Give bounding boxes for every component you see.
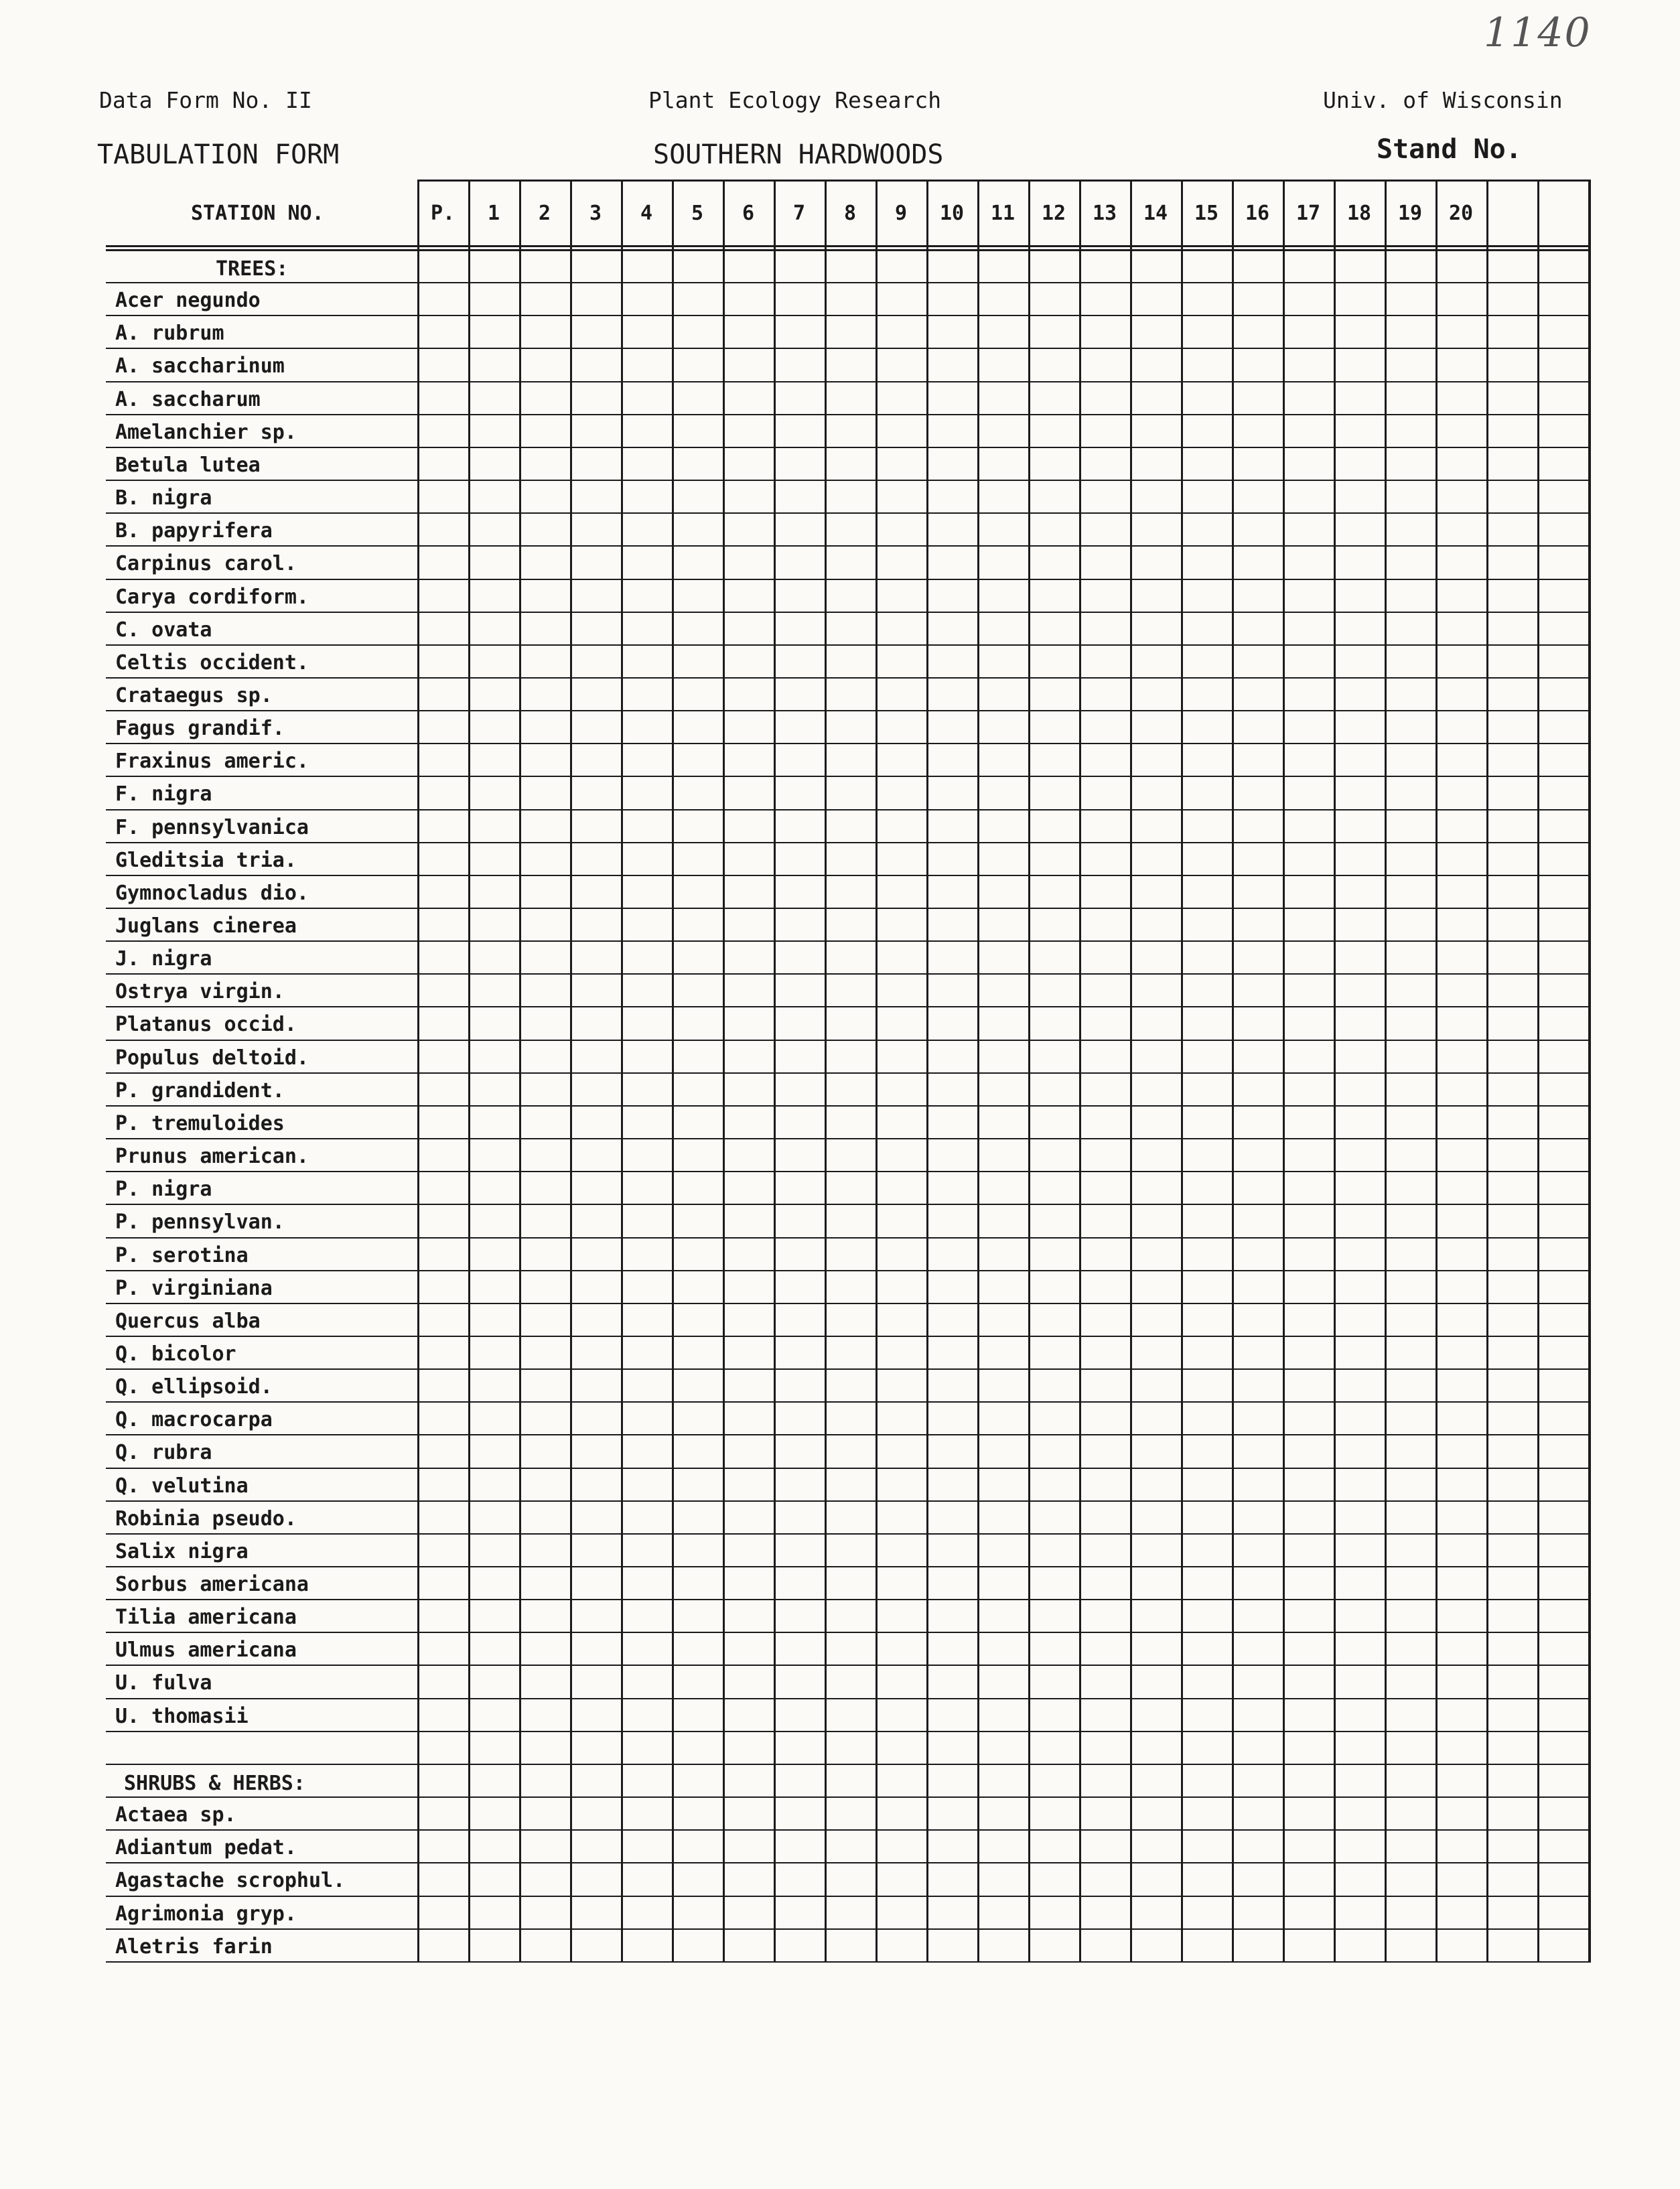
species-label: Robinia pseudo. [115, 1506, 297, 1531]
species-label: C. ovata [115, 618, 212, 642]
row-divider [106, 1566, 1591, 1567]
row-divider [106, 381, 1591, 382]
column-header: 2 [538, 202, 551, 225]
row-divider [106, 1204, 1591, 1205]
row-divider [106, 809, 1591, 810]
row-divider [106, 612, 1591, 613]
species-label: Q. velutina [115, 1474, 249, 1498]
species-label: A. rubrum [115, 322, 224, 346]
university-name: Univ. of Wisconsin [1323, 87, 1563, 113]
species-label: Gymnocladus dio. [115, 881, 309, 905]
species-label: Fraxinus americ. [115, 750, 309, 774]
species-label: P. virginiana [115, 1276, 273, 1300]
species-label: U. thomasii [115, 1704, 249, 1728]
species-label: Salix nigra [115, 1539, 249, 1563]
species-label: Actaea sp. [115, 1803, 236, 1827]
trees-section-label: TREES: [216, 257, 289, 281]
row-divider [106, 282, 1591, 283]
row-divider [106, 1599, 1591, 1600]
row-divider [106, 940, 1591, 942]
row-divider [106, 480, 1591, 481]
row-divider [106, 1500, 1591, 1502]
shrubs-section-label: SHRUBS & HERBS: [124, 1771, 305, 1795]
column-header: 17 [1296, 202, 1321, 225]
row-divider [106, 875, 1591, 876]
row-divider [106, 1040, 1591, 1041]
species-label: B. nigra [115, 486, 212, 510]
row-divider [106, 1731, 1591, 1732]
row-divider [106, 1862, 1591, 1863]
row-divider [106, 447, 1591, 448]
column-header: 4 [640, 202, 653, 225]
species-label: Carya cordiform. [115, 585, 309, 609]
row-divider [106, 512, 1591, 514]
row-divider [106, 348, 1591, 349]
column-header: 13 [1092, 202, 1117, 225]
row-divider [106, 1171, 1591, 1172]
species-label: Amelanchier sp. [115, 420, 297, 444]
column-header: 9 [894, 202, 908, 225]
species-label: F. nigra [115, 782, 212, 806]
row-divider [106, 1434, 1591, 1435]
column-header: P. [430, 202, 456, 225]
species-label: U. fulva [115, 1671, 212, 1695]
column-header: 11 [990, 202, 1016, 225]
column-header: 8 [843, 202, 857, 225]
species-label: Tilia americana [115, 1606, 297, 1630]
species-label: P. serotina [115, 1243, 249, 1267]
column-header: 7 [792, 202, 806, 225]
column-header: 15 [1194, 202, 1219, 225]
row-divider [106, 1829, 1591, 1831]
species-label: Adiantum pedat. [115, 1836, 297, 1860]
row-divider [106, 1303, 1591, 1304]
row-divider [106, 579, 1591, 580]
station-number-label: STATION NO. [191, 202, 324, 225]
row-divider [106, 1237, 1591, 1239]
species-label: P. tremuloides [115, 1111, 285, 1135]
column-header: 14 [1143, 202, 1168, 225]
species-label: Agastache scrophul. [115, 1869, 346, 1893]
species-label: P. nigra [115, 1178, 212, 1202]
header-rule [106, 249, 1591, 251]
row-divider [106, 1665, 1591, 1666]
row-divider [106, 710, 1591, 711]
header-rule [106, 245, 1591, 247]
row-divider [106, 973, 1591, 975]
species-label: Gleditsia tria. [115, 848, 297, 872]
species-label: Q. bicolor [115, 1342, 236, 1366]
species-label: Q. ellipsoid. [115, 1375, 273, 1399]
row-divider [106, 1698, 1591, 1699]
species-label: P. grandident. [115, 1078, 285, 1103]
species-label: Ulmus americana [115, 1638, 297, 1663]
species-label: F. pennsylvanica [115, 815, 309, 839]
row-divider [106, 677, 1591, 679]
species-label: Platanus occid. [115, 1013, 297, 1037]
row-divider [106, 1072, 1591, 1074]
column-header: 20 [1448, 202, 1474, 225]
row-divider [106, 1796, 1591, 1798]
species-label: Fagus grandif. [115, 717, 285, 741]
species-label: J. nigra [115, 947, 212, 971]
row-divider [106, 315, 1591, 316]
column-header: 16 [1245, 202, 1270, 225]
species-label: Celtis occident. [115, 650, 309, 675]
column-header: 3 [589, 202, 602, 225]
species-label: Populus deltoid. [115, 1046, 309, 1070]
row-divider [106, 1270, 1591, 1271]
handwritten-annotation: 1140 [1484, 9, 1592, 56]
species-label: Q. macrocarpa [115, 1408, 273, 1432]
species-label: Aletris farin [115, 1934, 273, 1959]
row-divider [106, 545, 1591, 547]
species-label: Juglans cinerea [115, 914, 297, 938]
species-label: Prunus american. [115, 1145, 309, 1169]
form-subtitle: SOUTHERN HARDWOODS [653, 139, 944, 170]
table-top-border [417, 180, 1588, 182]
row-divider [106, 1764, 1591, 1765]
column-header: 5 [691, 202, 704, 225]
row-divider [106, 842, 1591, 843]
species-label: B. papyrifera [115, 519, 273, 543]
form-number: Data Form No. II [99, 87, 312, 113]
species-label: Quercus alba [115, 1309, 261, 1333]
column-header: 18 [1346, 202, 1372, 225]
organization-name: Plant Ecology Research [648, 87, 942, 113]
row-divider [106, 1468, 1591, 1469]
row-divider [106, 1006, 1591, 1007]
row-divider [106, 1368, 1591, 1370]
species-label: Betula lutea [115, 453, 261, 477]
row-divider [106, 908, 1591, 909]
row-divider [106, 1896, 1591, 1897]
species-label: A. saccharinum [115, 354, 285, 378]
column-header: 12 [1041, 202, 1066, 225]
species-label: Ostrya virgin. [115, 980, 285, 1004]
row-divider [106, 1336, 1591, 1337]
species-label: Carpinus carol. [115, 552, 297, 576]
row-divider [106, 414, 1591, 415]
row-divider [106, 1138, 1591, 1139]
row-divider [106, 644, 1591, 646]
species-label: A. saccharum [115, 387, 261, 411]
column-header: 1 [487, 202, 500, 225]
column-header: 6 [742, 202, 755, 225]
species-label: Q. rubra [115, 1441, 212, 1465]
row-divider [106, 1928, 1591, 1930]
row-divider [106, 1961, 1591, 1963]
form-title: TABULATION FORM [97, 139, 340, 170]
species-label: Crataegus sp. [115, 683, 273, 707]
row-divider [106, 1105, 1591, 1107]
row-divider [106, 1632, 1591, 1633]
column-header: 10 [939, 202, 965, 225]
row-divider [106, 1401, 1591, 1403]
species-label: Sorbus americana [115, 1573, 309, 1596]
stand-number-label: Stand No. [1377, 134, 1522, 165]
species-label: Agrimonia gryp. [115, 1902, 297, 1926]
row-divider [106, 743, 1591, 744]
row-divider [106, 776, 1591, 777]
species-label: Acer negundo [115, 289, 261, 313]
row-divider [106, 1533, 1591, 1535]
column-header: 19 [1397, 202, 1423, 225]
species-label: P. pennsylvan. [115, 1210, 285, 1234]
